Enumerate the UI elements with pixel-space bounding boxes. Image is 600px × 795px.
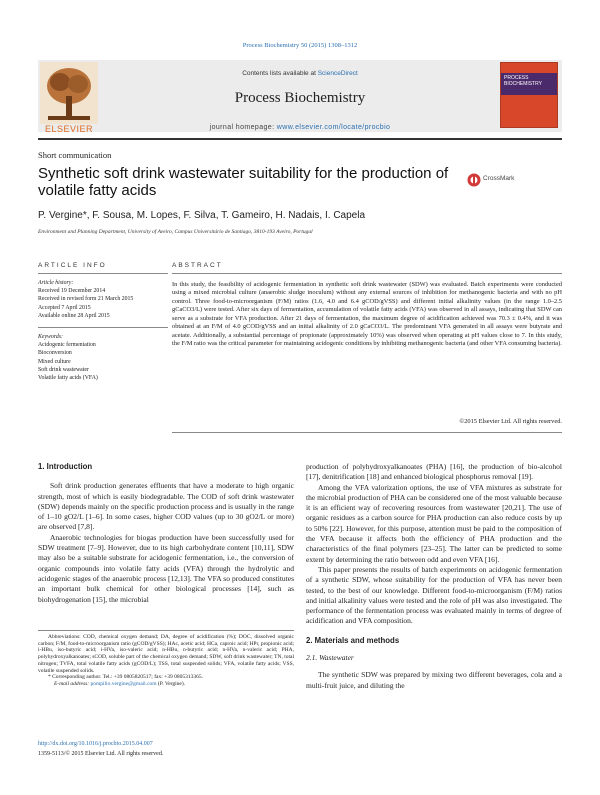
cover-title: PROCESS BIOCHEMISTRY <box>504 75 542 87</box>
abbreviations-text: Abbreviations: COD, chemical oxygen demand; DA, degree of acidification (%); DOC, dissolved organic carbon; F/M, food-to-microorganism ratio (gCOD/gVSS); HAc, acetic acid; HCa, caproic acid; HPr, propionic acid; i-HBu, iso-butyric acid; i-HVa, iso-valeric acid; n-HBu, n-butyric acid; n-HVa, n-valeric acid; PHA, polyhydroxyalkanoates; sCOD, soluble part of the chemical oxygen demand; SDW, soft drink wastewater; TN, total nitrogen; TVFA, total volatile fatty acids (gCOD/L); TSS, total suspended solids; VFA, volatile fatty acids; VSS, volatile suspended solids. <box>38 634 294 674</box>
issn-line: 1359-5113/© 2015 Elsevier Ltd. All rights reserved. <box>38 751 164 757</box>
history-item: Received in revised form 21 March 2015 <box>38 296 134 303</box>
keyword-item: Volatile fatty acids (VFA) <box>38 375 98 382</box>
keywords-rule <box>38 327 168 328</box>
history-label: Article history: <box>38 280 74 286</box>
article-history <box>38 279 133 320</box>
journal-cover-image <box>500 62 558 128</box>
corresponding-author-note: * Corresponding author. Tel.: +39 0805820517; fax: +39 0805313365. <box>48 674 203 681</box>
keyword-item: Acidogenic fermentation <box>38 342 96 349</box>
wastewater-heading: 2.1. Wastewater <box>306 653 354 663</box>
crossmark-label: CrossMark <box>483 175 515 182</box>
email-note <box>38 681 294 688</box>
article-info-rule <box>38 273 168 274</box>
abstract-text: In this study, the feasibility of acidogenic fermentation in synthetic soft drink wastewater (SDW) was evaluated. Batch experiments were conducted using a mixed microbial culture (anaerobic sludge inoculum) without any external sources of inhibition for methanogenic bacteria and with no pH control. Three food-to-microorganism (F/M) ratios (1.6, 4.0 and 6.4 gCOD/gVSS) and different initial alkalinity values (in the range 1.0–2.5 gCaCO3/L) were tested. After six days of fermentation, accumulation of volatile fatty acids (VFA) was observed in all assays, indicating that SDW can serve as a substrate for VFA production. After 21 days of fermentation, the maximum degree of acidification achieved was 70.3 ± 0.4%, and it was obtained at an F/M of 4.0 gCOD/gVSS and an initial alkalinity of 2.0 gCaCO3/L. The predominant VFA generated in all assays were butyrate and acetate. Additionally, a substantial percentage of propionate (approximately 10%) was observed when operating at pH values close to 7. In this study, the F/M ratio was the critical parameter for maintaining acidogenic conditions by inhibiting methanogenic bacteria (and other VFA consuming bacteria). <box>172 281 562 348</box>
crossmark-badge[interactable] <box>467 172 527 188</box>
elsevier-tree-logo <box>40 62 98 124</box>
article-info-label: ARTICLE INFO <box>38 262 107 269</box>
keywords-label: Keywords: <box>38 334 63 340</box>
keywords-block <box>38 333 98 382</box>
journal-title: Process Biochemistry <box>234 90 366 106</box>
abstract-label: ABSTRACT <box>172 262 223 269</box>
author-email-link[interactable]: pompilio.vergine@gmail.com <box>90 680 157 687</box>
intro-paragraph-1: Soft drink production generates effluents that have a moderate to high organic strength, most of which is easily biodegradable. The COD of soft drink wastewater (SDW) depends mainly on the specific production process and is usually in the range of 1–10 gO2/L [1–6]. In some cases, higher COD values (up to 30 gO2/L or more) are observed [7,8]. <box>38 481 294 532</box>
keyword-item: Mixed culture <box>38 358 71 365</box>
homepage-link[interactable]: www.elsevier.com/locate/procbio <box>276 124 391 131</box>
email-label: E-mail address: <box>54 680 91 687</box>
abbreviations-footnote <box>38 634 294 688</box>
abstract-end-rule <box>172 432 562 433</box>
introduction-section <box>38 462 294 605</box>
right-paragraph-3: This paper presents the results of batch experiments on acidogenic fermentation of a synthetic SDW, whose suitability for the production of VFA has never been tested, to the best of our knowledge. Different food-to-microorganism (F/M) ratios and initial alkalinity values were tested and the role of pH was also investigated. The performance of the fermentation process was evaluated mainly in terms of degree of acidification and VFA composition. <box>306 564 562 626</box>
email-suffix: (P. Vergine). <box>156 680 186 687</box>
homepage-prefix: journal homepage: <box>209 124 277 131</box>
intro-paragraph-2: Anaerobic technologies for biogas production have been successfully used for SDW treatment [7–9]. However, due to its high carbohydrate content [10,11], SDW may also be a suitable substrate for acidogenic fermentation, i.e., the conversion of organic compounds into volatile fatty acids (VFA) through the hydrolytic and acidogenic stages of the anaerobic process [12,13]. The VFA so produced constitutes an important bulk chemical for other biological processes [14], such as biohydrogenation [15], the microbial <box>38 532 294 604</box>
contents-line <box>100 70 500 77</box>
introduction-heading: 1. Introduction <box>38 462 93 471</box>
crossmark-icon <box>467 173 481 187</box>
sciencedirect-link[interactable]: ScienceDirect <box>317 70 358 77</box>
author-affiliation: Environment and Planning Department, University of Aveiro, Campus Universitário de Santiago, 3810-193 Aveiro, Portugal <box>38 229 313 235</box>
article-title: Synthetic soft drink wastewater suitability for the production of volatile fatty acids <box>38 165 449 199</box>
journal-citation[interactable]: Process Biochemistry 50 (2015) 1308–1312 <box>242 42 358 49</box>
abstract-rule <box>172 273 562 274</box>
header-divider <box>38 138 562 140</box>
keyword-item: Soft drink wastewater <box>38 366 89 373</box>
right-paragraph-4: The synthetic SDW was prepared by mixing two different beverages, cola and a multi-fruit juice, and diluting the <box>306 670 562 690</box>
right-paragraph-1: production of polyhydroxyalkanoates (PHA) [16], the production of bio-alcohol [17], denitrification [18] and enhanced biological phosphorus removal [19]. <box>306 462 562 482</box>
author-list: P. Vergine*, F. Sousa, M. Lopes, F. Silva, T. Gameiro, H. Nadais, I. Capela <box>38 210 366 221</box>
article-type: Short communication <box>38 150 112 160</box>
methods-heading: 2. Materials and methods <box>306 635 400 645</box>
footnote-rule <box>38 630 294 631</box>
history-item: Accepted 7 April 2015 <box>38 304 91 311</box>
journal-homepage <box>100 124 500 131</box>
abstract-copyright: ©2015 Elsevier Ltd. All rights reserved. <box>459 418 562 425</box>
keyword-item: Bioconversion <box>38 350 72 357</box>
contents-prefix: Contents lists available at <box>242 70 318 77</box>
right-column <box>306 462 562 691</box>
right-paragraph-2: Among the VFA valorization options, the use of VFA mixtures as substrate for the microbial production of PHA can be considered one of the most valuable because it is an efficient way of recovering resources from wastewater [20,21]. The use of organic residues as a carbon source for PHA production can also reduce costs by up to 50% [22]. However, for this purpose, attention must be paid to the composition of the VFA because it affects both the efficiency of PHA production and the characteristics of the final polymers [23–25]. The latter can be predicted to some extent by determining the ratio between odd and even VFA [16]. <box>306 482 562 564</box>
doi-link[interactable]: http://dx.doi.org/10.1016/j.procbio.2015.04.007 <box>38 741 153 747</box>
history-item: Available online 28 April 2015 <box>38 312 110 319</box>
history-item: Received 19 December 2014 <box>38 288 106 295</box>
publisher-name: ELSEVIER <box>44 124 94 134</box>
